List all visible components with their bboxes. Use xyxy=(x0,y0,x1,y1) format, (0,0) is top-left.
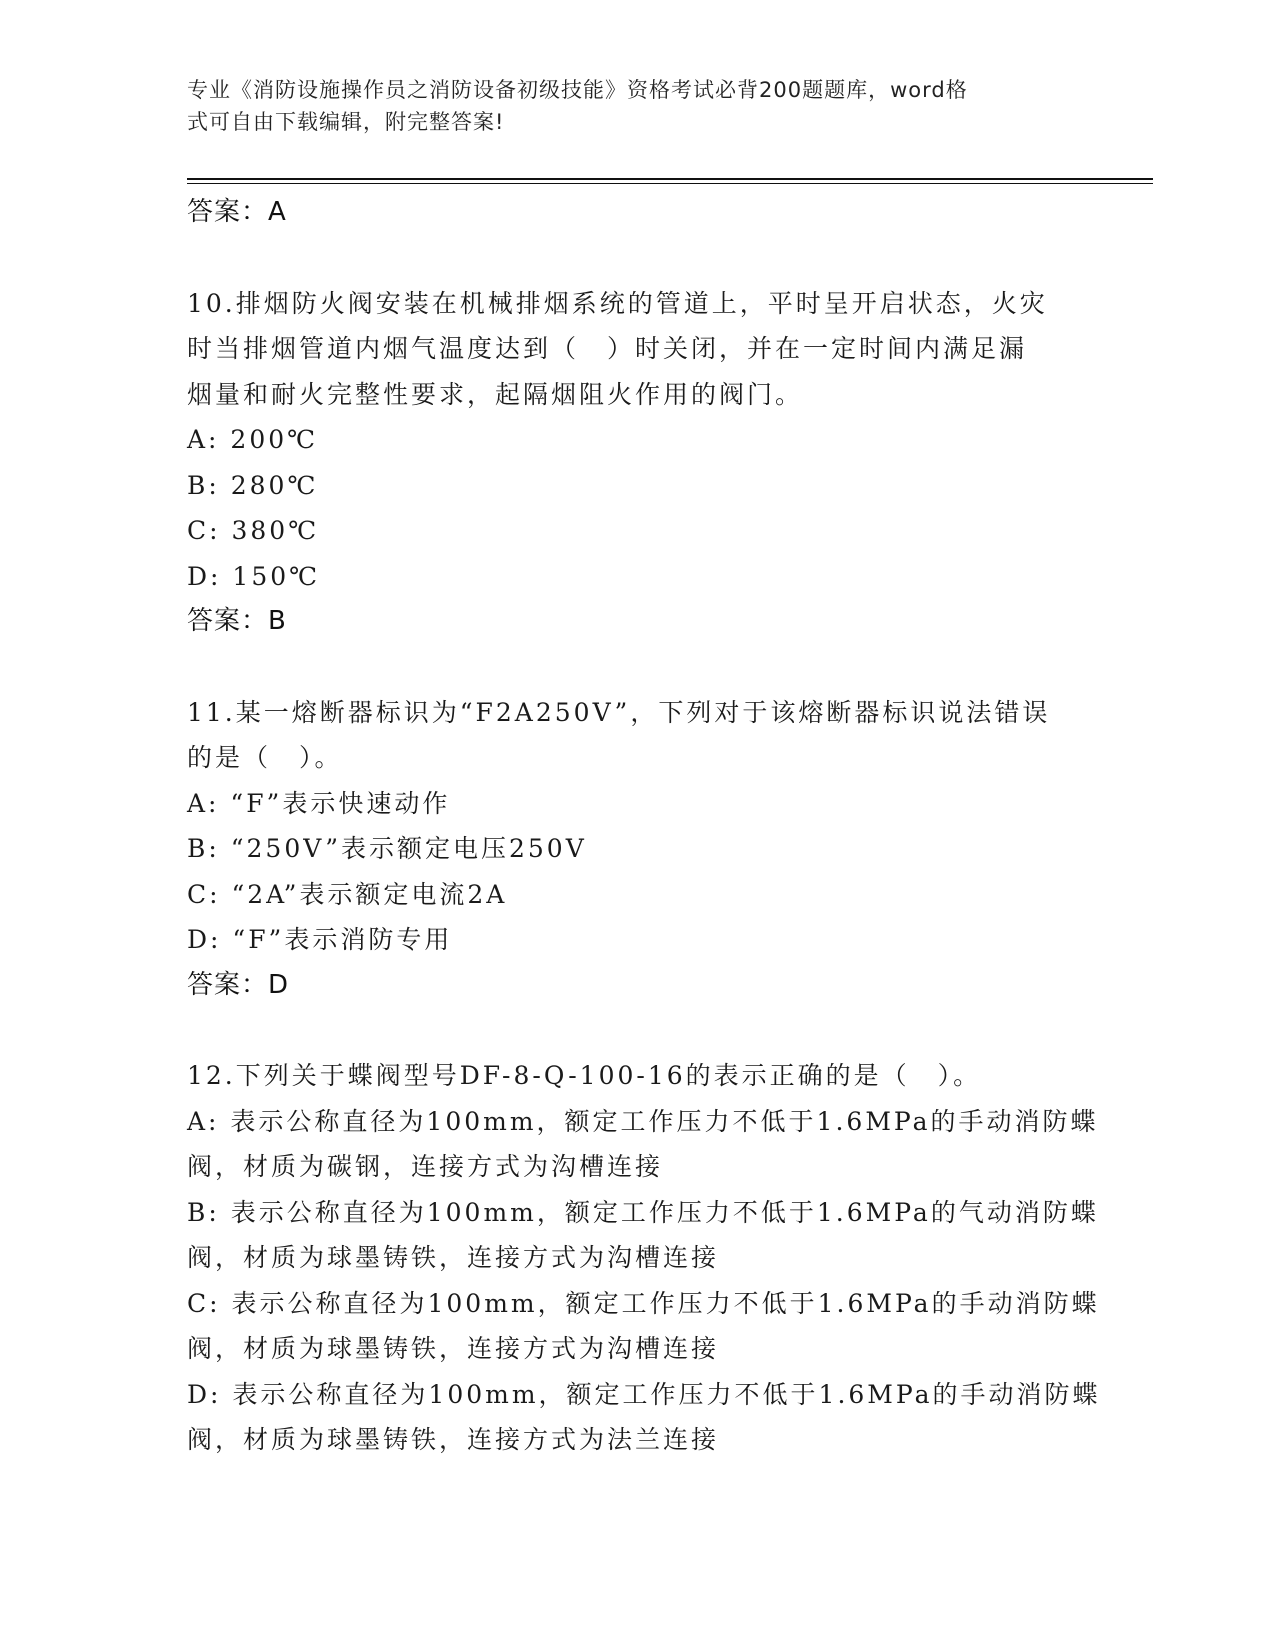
option-b: B: “250V”表示额定电压250V xyxy=(187,834,587,863)
spacer xyxy=(187,236,1087,281)
header-line-2: 式可自由下载编辑，附完整答案! xyxy=(187,110,505,134)
option-d: D: 150℃ xyxy=(187,561,321,591)
option-d-continued: 阀，材质为球墨铸铁，连接方式为法兰连接 xyxy=(187,1425,720,1454)
option-c-continued: 阀，材质为球墨铸铁，连接方式为沟槽连接 xyxy=(187,1334,720,1363)
spacer xyxy=(187,1008,1087,1053)
option-d: D: “F”表示消防专用 xyxy=(187,925,453,954)
option-c: C: 380℃ xyxy=(187,516,320,545)
question-11 xyxy=(187,690,1087,1009)
question-content xyxy=(187,190,1101,1463)
spacer xyxy=(187,645,1087,690)
header-rule-thick xyxy=(187,178,1153,180)
answer-label: 答案：D xyxy=(187,969,290,1000)
option-a: A: 200℃ xyxy=(187,425,319,454)
answer-label: 答案：B xyxy=(187,606,287,636)
question-stem-line: 12.下列关于蝶阀型号DF-8-Q-100-16的表示正确的是（ ）。 xyxy=(187,1061,982,1090)
option-a-continued: 阀，材质为碳钢，连接方式为沟槽连接 xyxy=(187,1152,664,1181)
question-12 xyxy=(187,1053,1101,1463)
previous-answer: 答案：A xyxy=(187,197,287,227)
question-stem-line: 11.某一熔断器标识为“F2A250V”，下列对于该熔断器标识说法错误 xyxy=(187,697,1051,727)
option-a: A: 表示公称直径为100mm，额定工作压力不低于1.6MPa的手动消防蝶 xyxy=(187,1106,1099,1136)
option-d: D: 表示公称直径为100mm，额定工作压力不低于1.6MPa的手动消防蝶 xyxy=(187,1379,1101,1409)
option-c: C: 表示公称直径为100mm，额定工作压力不低于1.6MPa的手动消防蝶 xyxy=(187,1288,1100,1318)
option-a: A: “F”表示快速动作 xyxy=(187,788,451,818)
option-c: C: “2A”表示额定电流2A xyxy=(187,879,508,909)
page-header xyxy=(187,74,1067,138)
question-10 xyxy=(187,281,1087,645)
option-b: B: 280℃ xyxy=(187,470,319,500)
question-stem-line: 10.排烟防火阀安装在机械排烟系统的管道上，平时呈开启状态，火灾 xyxy=(187,288,1048,318)
question-stem-line: 的是（ ）。 xyxy=(187,743,343,772)
question-stem-line: 烟量和耐火完整性要求，起隔烟阻火作用的阀门。 xyxy=(187,379,804,409)
option-b: B: 表示公称直径为100mm，额定工作压力不低于1.6MPa的气动消防蝶 xyxy=(187,1197,1099,1227)
option-b-continued: 阀，材质为球墨铸铁，连接方式为沟槽连接 xyxy=(187,1243,720,1272)
header-line-1: 专业《消防设施操作员之消防设备初级技能》资格考试必背200题题库，word格 xyxy=(187,78,968,102)
question-stem-line: 时当排烟管道内烟气温度达到（ ）时关闭，并在一定时间内满足漏 xyxy=(187,334,1028,363)
header-rule-thin xyxy=(187,183,1153,184)
